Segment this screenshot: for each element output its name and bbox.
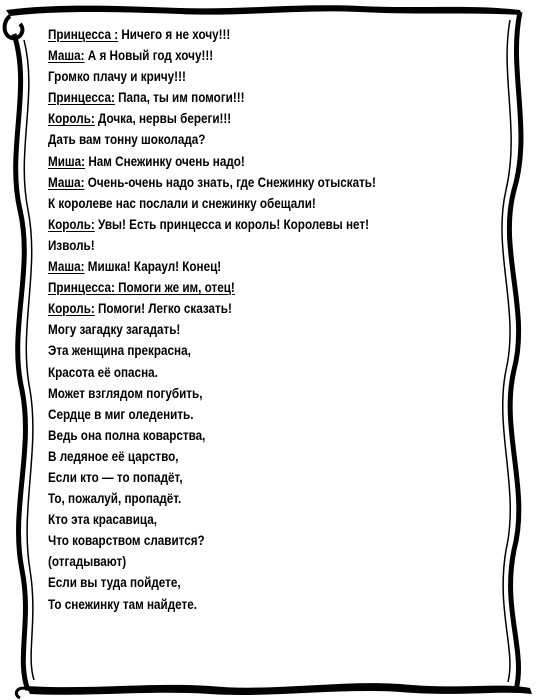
script-line: [48, 551, 435, 572]
script-line: [48, 45, 435, 66]
script-line: [48, 256, 435, 277]
speaker-name: Принцесса:: [48, 280, 115, 296]
line-text: Увы! Есть принцесса и король! Королевы нет!: [94, 216, 370, 232]
line-text: Помоги! Легко сказать!: [94, 301, 232, 317]
script-line: [48, 594, 435, 615]
script-line: [48, 214, 435, 235]
scroll-bottom-curl: [16, 688, 30, 698]
line-text: Нам Снежинку очень надо!: [85, 153, 245, 169]
script-line: [48, 172, 435, 193]
line-text: Ничего я не хочу!!!: [118, 27, 231, 42]
script-line: [48, 151, 435, 172]
script-line: [48, 87, 435, 108]
speaker-name: Принцесса:: [48, 90, 115, 106]
line-text: То, пожалуй, пропадёт.: [48, 491, 182, 507]
scroll-bottom-edge: [26, 683, 532, 695]
speaker-name: Маша:: [48, 48, 85, 64]
scroll-top-edge: [6, 5, 522, 16]
script-line: [48, 340, 435, 361]
speaker-name: Маша:: [48, 259, 85, 275]
line-text: Красота её опасна.: [48, 364, 158, 380]
speaker-name: Король:: [48, 111, 95, 127]
line-text: Изволь!: [48, 237, 95, 253]
line-text: Дочка, нервы береги!!!: [94, 111, 232, 127]
line-text: Очень-очень надо знать, где Снежинку отыскать!: [84, 174, 376, 190]
script-line: [48, 24, 435, 45]
line-text: Ведь она полна коварства,: [48, 427, 206, 443]
script-line: [48, 572, 435, 593]
line-text: В ледяное её царство,: [48, 448, 179, 464]
script-line: [48, 404, 435, 425]
speaker-name: Миша:: [48, 153, 86, 169]
speaker-name: Король:: [48, 216, 95, 232]
script-line: [48, 467, 435, 488]
script-line: [48, 362, 435, 383]
script-line: [48, 129, 435, 150]
speaker-name: Король:: [48, 301, 95, 317]
script-line: [48, 530, 435, 551]
line-text: Могу загадку загадать!: [48, 322, 181, 338]
line-text: (отгадывают): [48, 554, 127, 570]
script-line: [48, 108, 435, 129]
script-line: [48, 383, 435, 404]
line-text: Если вы туда пойдете,: [48, 575, 181, 591]
script-line: [48, 509, 435, 530]
speaker-name: Принцесса :: [48, 27, 119, 42]
speaker-name: Маша:: [48, 174, 85, 190]
script-line: [48, 193, 435, 214]
script-line: [48, 298, 435, 319]
line-text: Эта женщина прекрасна,: [48, 343, 191, 359]
line-text: А я Новый год хочу!!!: [84, 48, 214, 64]
line-text: То снежинку там найдете.: [48, 596, 197, 612]
script-line: [48, 235, 435, 256]
line-text: Папа, ты им помоги!!!: [114, 90, 245, 106]
line-text: К королеве нас послали и снежинку обещали!: [48, 195, 316, 211]
line-text: Кто эта красавица,: [48, 512, 157, 528]
line-text: Помоги же им, отец!: [114, 280, 235, 296]
line-text: Может взглядом погубить,: [48, 385, 203, 401]
script-line: [48, 277, 435, 298]
script-line: [48, 66, 435, 87]
line-text: Дать вам тонну шоколада?: [48, 132, 206, 148]
line-text: Мишка! Караул! Конец!: [84, 259, 222, 275]
line-text: Сердце в миг оледенить.: [48, 406, 194, 422]
play-script: [48, 24, 498, 615]
script-line: [48, 425, 435, 446]
line-text: Громко плачу и кричу!!!: [48, 69, 186, 85]
line-text: Что коварством славится?: [48, 533, 205, 549]
scroll-right-edge: [509, 12, 521, 690]
script-line: [48, 488, 435, 509]
script-line: [48, 446, 435, 467]
script-line: [48, 319, 435, 340]
line-text: Если кто — то попадёт,: [48, 469, 183, 485]
